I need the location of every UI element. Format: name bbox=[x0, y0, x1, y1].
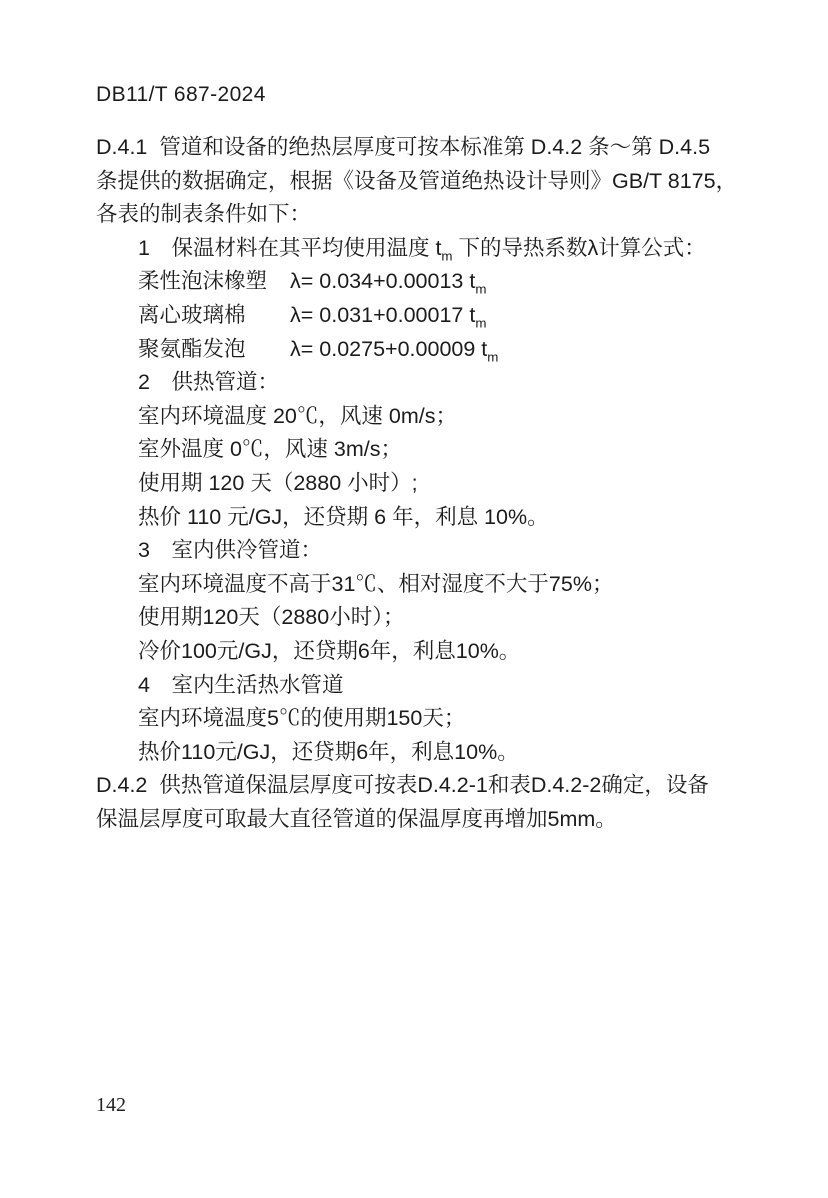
item1-heading-pre: 1 保温材料在其平均使用温度 bbox=[138, 235, 436, 260]
item3-condition: 室内环境温度不高于31℃、相对湿度不大于75%； bbox=[138, 571, 614, 596]
formula-line bbox=[96, 333, 748, 367]
formula-expression: λ= 0.034+0.00013 bbox=[290, 269, 470, 294]
tm-variable-sub: m bbox=[475, 281, 487, 297]
formula-line bbox=[96, 265, 748, 299]
item2-condition: 热价 110 元/GJ，还贷期 6 年，利息 10%。 bbox=[138, 504, 549, 529]
item4-condition: 热价110元/GJ，还贷期6年，利息10%。 bbox=[138, 739, 519, 764]
document-body bbox=[96, 131, 748, 836]
page-number: 142 bbox=[96, 1094, 126, 1116]
tm-variable-sub: m bbox=[475, 315, 487, 331]
item3-condition: 使用期120天（2880小时）； bbox=[138, 605, 405, 630]
item1-heading-post: 下的导热系数λ计算公式： bbox=[452, 235, 706, 260]
item2-condition: 室内环境温度 20℃，风速 0m/s； bbox=[138, 403, 457, 428]
item3-condition: 冷价100元/GJ，还贷期6年，利息10%。 bbox=[138, 638, 521, 663]
item4-heading: 4 室内生活热水管道 bbox=[138, 672, 344, 697]
item1-heading bbox=[96, 232, 748, 266]
standard-code-header: DB11/T 687-2024 bbox=[96, 83, 266, 106]
tm-variable bbox=[469, 269, 487, 297]
formula-material-name: 离心玻璃棉 bbox=[138, 302, 246, 327]
tm-variable-sub: m bbox=[487, 348, 499, 364]
tm-variable bbox=[481, 336, 499, 364]
tm-variable bbox=[469, 302, 487, 331]
tm-variable bbox=[435, 235, 453, 264]
formula-expression: λ= 0.0275+0.00009 bbox=[290, 336, 482, 361]
clause-d42-line1: D.4.2 供热管道保温层厚度可按表D.4.2-1和表D.4.2-2确定，设备 bbox=[96, 773, 709, 798]
clause-d42-line2: 保温层厚度可取最大直径管道的保温厚度再增加5mm。 bbox=[96, 806, 617, 831]
tm-variable-base: t bbox=[481, 336, 488, 361]
item2-heading: 2 供热管道： bbox=[138, 370, 279, 395]
tm-variable-base: t bbox=[469, 269, 476, 294]
item3-heading: 3 室内供冷管道： bbox=[138, 538, 322, 563]
tm-variable-base: t bbox=[435, 235, 442, 260]
tm-variable-base: t bbox=[469, 302, 476, 327]
formula-line bbox=[96, 299, 748, 333]
formula-material-name: 柔性泡沫橡塑 bbox=[138, 269, 268, 294]
clause-d41-line3: 各表的制表条件如下： bbox=[96, 202, 312, 227]
item2-condition: 使用期 120 天（2880 小时）; bbox=[138, 470, 418, 495]
tm-variable-sub: m bbox=[441, 248, 453, 264]
clause-d41-line2: 条提供的数据确定，根据《设备及管道绝热设计导则》GB/T 8175， bbox=[96, 168, 738, 193]
item2-condition: 室外温度 0℃，风速 3m/s； bbox=[138, 437, 402, 462]
formula-expression: λ= 0.031+0.00017 bbox=[290, 302, 470, 327]
item4-condition: 室内环境温度5℃的使用期150天； bbox=[138, 706, 466, 731]
clause-d41-line1: D.4.1 管道和设备的绝热层厚度可按本标准第 D.4.2 条～第 D.4.5 bbox=[96, 135, 711, 159]
formula-material-name: 聚氨酯发泡 bbox=[138, 336, 246, 361]
